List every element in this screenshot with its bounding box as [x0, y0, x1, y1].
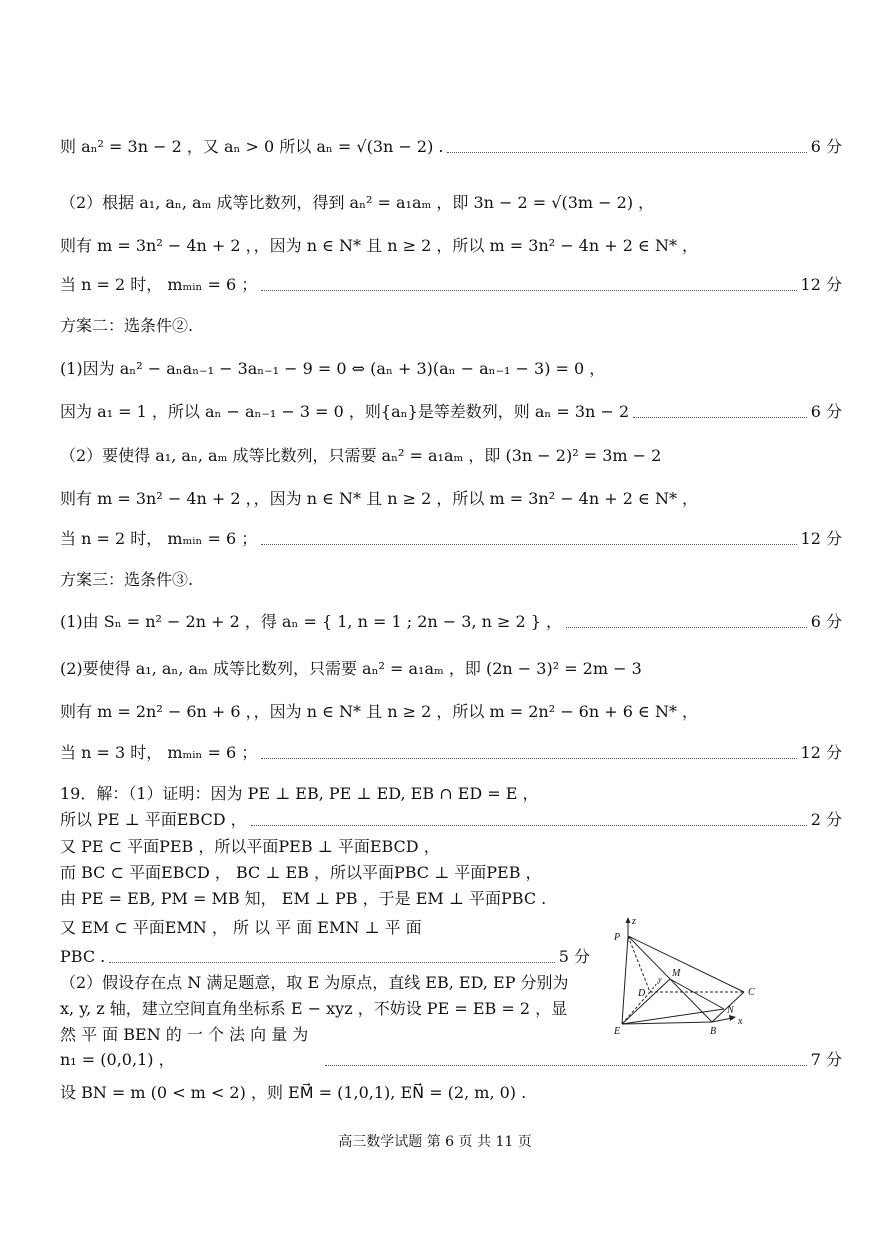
label-C: C: [748, 987, 755, 998]
label-D: D: [638, 988, 646, 999]
score: 7 分: [810, 1050, 842, 1069]
score: 6 分: [810, 402, 842, 421]
label-z: z: [632, 916, 636, 927]
line-1: 则 aₙ² = 3n − 2 ，又 aₙ > 0 所以 aₙ = √(3n − 2) . 6 分: [60, 132, 842, 162]
leader-dots: [633, 417, 807, 418]
line-27: 设 BN = m (0 < m < 2) ，则 EM⃗ = (1,0,1), EN⃗ = (2, m, 0) .: [60, 1083, 527, 1102]
line-4: 当 n = 2 时， mₘᵢₙ = 6 ； 12 分: [60, 270, 842, 300]
line-2: （2）根据 a₁, aₙ, aₘ 成等比数列，得到 aₙ² = a₁aₘ ，即 3n − 2 = √(3m − 2) ，: [60, 193, 655, 212]
leader-dots: [566, 627, 807, 628]
line-3: 则有 m = 3n² − 4n + 2 ，，因为 n ∈ N* 且 n ≥ 2 ，所以 m = 3n² − 4n + 2 ∈ N* ，: [60, 236, 699, 255]
line-26: n₁ = (0,0,1) ， 7 分: [60, 1045, 842, 1075]
line-5: 方案二：选条件②.: [60, 316, 194, 335]
score: 12 分: [800, 743, 842, 762]
score: 5 分: [558, 947, 590, 966]
leader-dots: [251, 825, 807, 826]
line-25: 然 平 面 BEN 的 一 个 法 向 量 为: [60, 1025, 309, 1044]
label-P: P: [614, 932, 621, 943]
geometry-figure: [612, 912, 772, 1042]
score: 12 分: [800, 529, 842, 548]
line-15: 当 n = 3 时， mₘᵢₙ = 6 ； 12 分: [60, 738, 842, 768]
line-11: 方案三：选条件③.: [60, 570, 194, 589]
leader-dots: [447, 152, 806, 153]
score: 6 分: [810, 612, 842, 631]
leader-dots: [261, 758, 796, 759]
leader-dots: [109, 962, 554, 963]
line-18: 又 PE ⊂ 平面PEB ，所以平面PEB ⊥ 平面EBCD ，: [60, 837, 440, 856]
leader-dots: [261, 544, 796, 545]
line-14: 则有 m = 2n² − 6n + 6 ，，因为 n ∈ N* 且 n ≥ 2 ，所以 m = 2n² − 6n + 6 ∈ N* ，: [60, 702, 699, 721]
score: 6 分: [810, 137, 842, 156]
label-M: M: [672, 968, 681, 979]
label-N: N: [727, 1005, 734, 1016]
line-9: 则有 m = 3n² − 4n + 2 ，，因为 n ∈ N* 且 n ≥ 2 ，所以 m = 3n² − 4n + 2 ∈ N* ，: [60, 489, 699, 508]
score: 12 分: [800, 275, 842, 294]
label-y: y: [658, 975, 662, 984]
score: 2 分: [810, 810, 842, 829]
line-22: PBC . 5 分: [60, 942, 590, 972]
leader-dots: [261, 290, 796, 291]
line-8: （2）要使得 a₁, aₙ, aₘ 成等比数列，只需要 aₙ² = a₁aₘ ，即 (3n − 2)² = 3m − 2: [60, 446, 662, 465]
line-16: 19．解：（1）证明：因为 PE ⊥ EB, PE ⊥ ED, EB ∩ ED = E ，: [60, 784, 539, 803]
line-13: (2)要使得 a₁, aₙ, aₘ 成等比数列，只需要 aₙ² = a₁aₘ ，即 (2n − 3)² = 2m − 3: [60, 659, 642, 678]
line-19: 而 BC ⊂ 平面EBCD ， BC ⊥ EB ，所以平面PBC ⊥ 平面PEB ，: [60, 863, 542, 882]
line-20: 由 PE = EB, PM = MB 知， EM ⊥ PB ，于是 EM ⊥ 平面PBC .: [60, 889, 547, 908]
page-footer: 高三数学试题 第 6 页 共 11 页: [338, 1134, 532, 1150]
line-17: 所以 PE ⊥ 平面EBCD ， 2 分: [60, 805, 842, 835]
label-E: E: [614, 1026, 621, 1037]
label-x: x: [738, 1016, 743, 1027]
label-B: B: [710, 1026, 717, 1037]
line-6: (1)因为 aₙ² − aₙaₙ₋₁ − 3aₙ₋₁ − 9 = 0 ⇔ (aₙ + 3)(aₙ − aₙ₋₁ − 3) = 0 ，: [60, 359, 606, 378]
line-24: x, y, z 轴，建立空间直角坐标系 E − xyz ，不妨设 PE = EB = 2 ，显: [60, 999, 568, 1018]
line-7: 因为 a₁ = 1 ，所以 aₙ − aₙ₋₁ − 3 = 0 ，则{aₙ}是等差数列，则 aₙ = 3n − 2 6 分: [60, 397, 842, 427]
line-12: (1)由 Sₙ = n² − 2n + 2 ，得 aₙ = { 1, n = 1 ; 2n − 3, n ≥ 2 } ， 6 分: [60, 607, 842, 637]
line-10: 当 n = 2 时， mₘᵢₙ = 6 ； 12 分: [60, 524, 842, 554]
line-23: （2）假设存在点 N 满足题意，取 E 为原点，直线 EB, ED, EP 分别为: [60, 973, 569, 992]
line-21: 又 EM ⊂ 平面EMN ， 所 以 平 面 EMN ⊥ 平 面: [60, 918, 422, 937]
leader-dots: [325, 1065, 807, 1066]
